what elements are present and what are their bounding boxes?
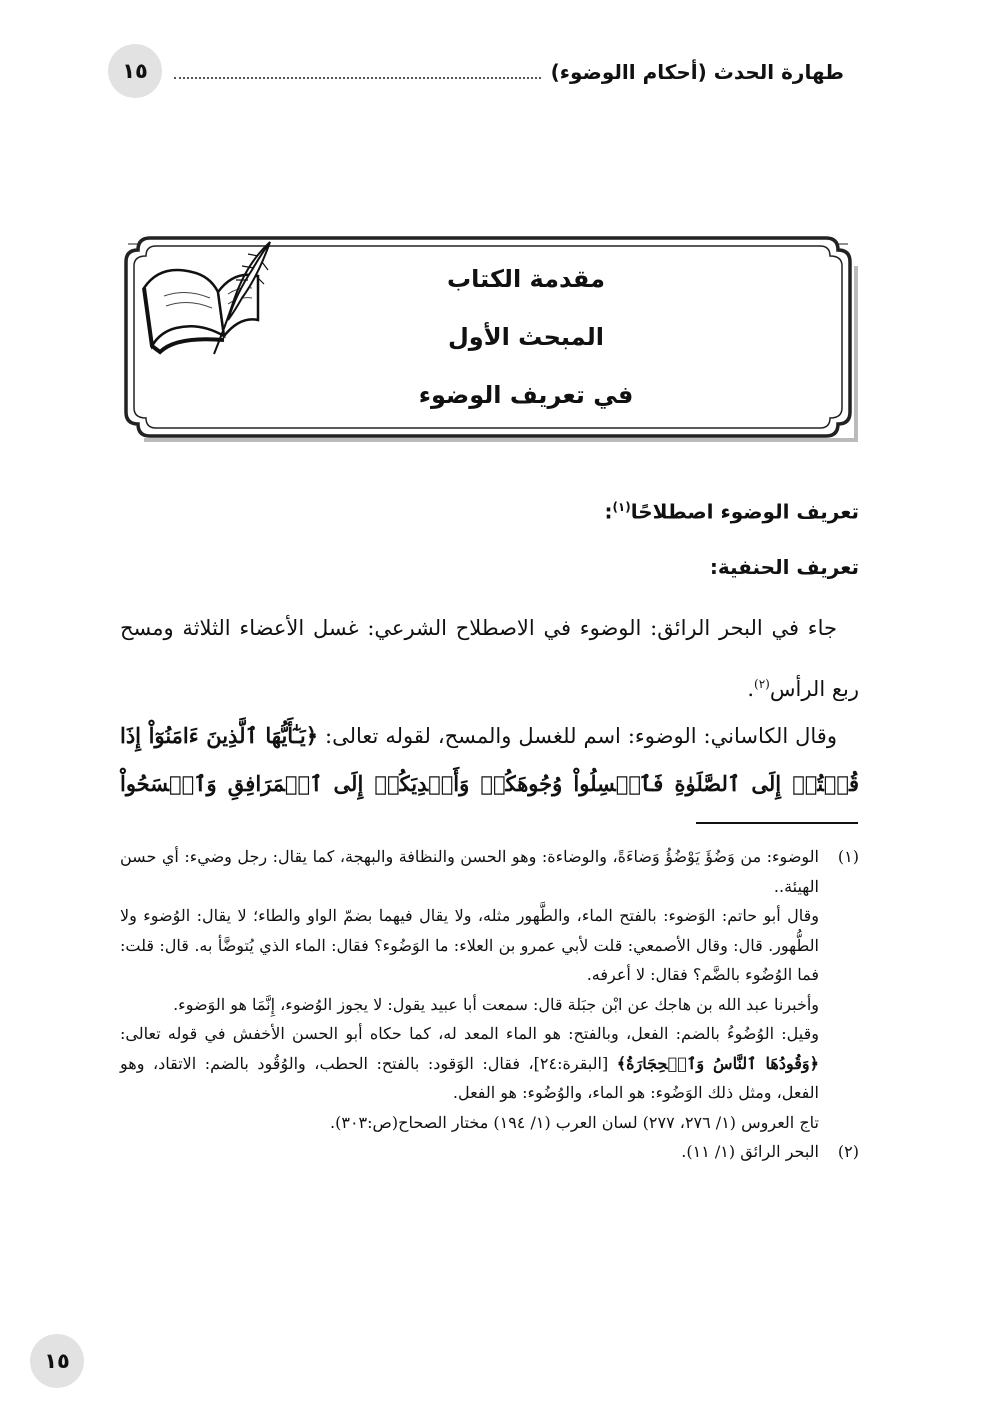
running-header xyxy=(174,56,844,88)
footnote-2-text: البحر الرائق (١/ ١١). xyxy=(681,1142,819,1161)
footnote-1-body xyxy=(120,842,819,1137)
footnote-1-para-4a: وقيل: الوُضُوءُ بالضم: الفعل، وبالفتح: هو الماء المعد له، كما حكاه أبو الحسن الأخفش في قوله تعالى: xyxy=(120,1024,819,1043)
paragraph-kasani xyxy=(120,712,859,808)
header-dotted-leader xyxy=(174,77,541,79)
footnote-ref-1[interactable]: (١) xyxy=(612,500,631,514)
paragraph-bahr-raiq xyxy=(120,600,859,717)
footnote-2 xyxy=(120,1137,859,1167)
chapter-line-topic: في تعريف الوضوء xyxy=(418,381,634,409)
footnote-1-number: (١) xyxy=(837,847,859,866)
footnote-1-sources: تاج العروس (١/ ٢٧٦، ٢٧٧) لسان العرب (١/ ١٩٤) مختار الصحاح(ص:٣٠٣). xyxy=(330,1112,819,1132)
footnotes xyxy=(120,842,859,1167)
chapter-line-section: المبحث الأول xyxy=(447,323,605,351)
footnote-2-number: (٢) xyxy=(837,1142,859,1161)
paragraph-kasani-intro: وقال الكاساني: الوضوء: اسم للغسل والمسح، لقوله تعالى: xyxy=(318,724,837,748)
page-number-top: ١٥ xyxy=(122,59,148,83)
footnote-1-para-4 xyxy=(120,1019,819,1108)
chapter-line-book-intro: مقدمة الكتاب xyxy=(447,265,605,293)
footnote-2-body xyxy=(120,1137,819,1167)
chapter-title-box xyxy=(116,232,860,442)
footnote-ref-2[interactable]: (٢) xyxy=(754,677,770,691)
paragraph-bahr-raiq-text: جاء في البحر الرائق: الوضوء في الاصطلاح الشرعي: غسل الأعضاء الثلاثة ومسح ربع الرأس xyxy=(120,616,859,701)
book-and-quill-icon xyxy=(130,236,280,366)
heading-definition-colon: : xyxy=(604,499,613,524)
heading-definition xyxy=(120,482,859,537)
footnote-1-para-2: وقال أبو حاتم: الوَضوء: بالفتح الماء، والطَّهور مثله، ولا يقال فيهما بضمّ الواو والطاء؛ لا يقال: الوُضوء ولا الطُّهور. قال: وقال الأصمعي: قلت لأبي عمرو بن العلاء: ما الوَضُوء؟ فقال: الماء الذي يُتوضَّأ به. قال: قلت: فما الوُضُوء بالضَّم؟ فقال: لا أعرفه. xyxy=(120,906,819,984)
quran-verse: ﴿يَـٰٓأَيُّهَا ٱلَّذِينَ ءَامَنُوٓاْ إِذَا قُمۡتُمۡ إِلَى ٱلصَّلَوٰةِ فَٱغۡسِلُواْ وُجُوهَكُمۡ وَأَيۡدِيَكُمۡ إِلَى ٱلۡمَرَافِقِ وَٱمۡسَحُواْ xyxy=(120,723,859,796)
footnote-separator xyxy=(696,822,858,824)
page-number-badge-bottom xyxy=(30,1334,84,1388)
heading-definition-text: تعريف الوضوء اصطلاحًا xyxy=(630,499,859,524)
heading-hanafi: تعريف الحنفية: xyxy=(709,555,859,579)
paragraph-bahr-raiq-end: . xyxy=(747,677,755,701)
footnote-1-para-1: الوضوء: من وَضُؤَ يَوْضُؤُ وَضاءَةً، والوضاءة: وهو الحسن والنظافة والبهجة، كما يقال: رجل وضيء: أي حسن الهيئة.. xyxy=(120,847,819,896)
footnote-1-para-3: وأخبرنا عبد الله بن هاجك عن ابْن جبَلة قال: سمعت أبا عبيد يقول: لا يجوز الوُضوء، إِنَّمَا هو الوَضوء. xyxy=(173,994,819,1014)
page-number-badge-top xyxy=(108,44,162,98)
footnote-1-para-4b: [البقرة:٢٤]، فقال: الوَقود: بالفتح: الحطب، والوُقُود بالضم: الاتقاد، وهو الفعل، ومثل ذلك الوَضُوء: هو الماء، والوُضُوء: هو الفعل. xyxy=(120,1053,819,1102)
chapter-heading xyxy=(356,250,696,424)
running-title: طهارة الحدث (أحكام االوضوء) xyxy=(550,60,844,84)
footnote-1-verse: ﴿وَقُودُهَا ٱلنَّاسُ وَٱلۡحِجَارَةُ﴾ xyxy=(616,1053,819,1073)
page-number-bottom: ١٥ xyxy=(44,1349,70,1373)
footnote-1 xyxy=(120,842,859,1137)
